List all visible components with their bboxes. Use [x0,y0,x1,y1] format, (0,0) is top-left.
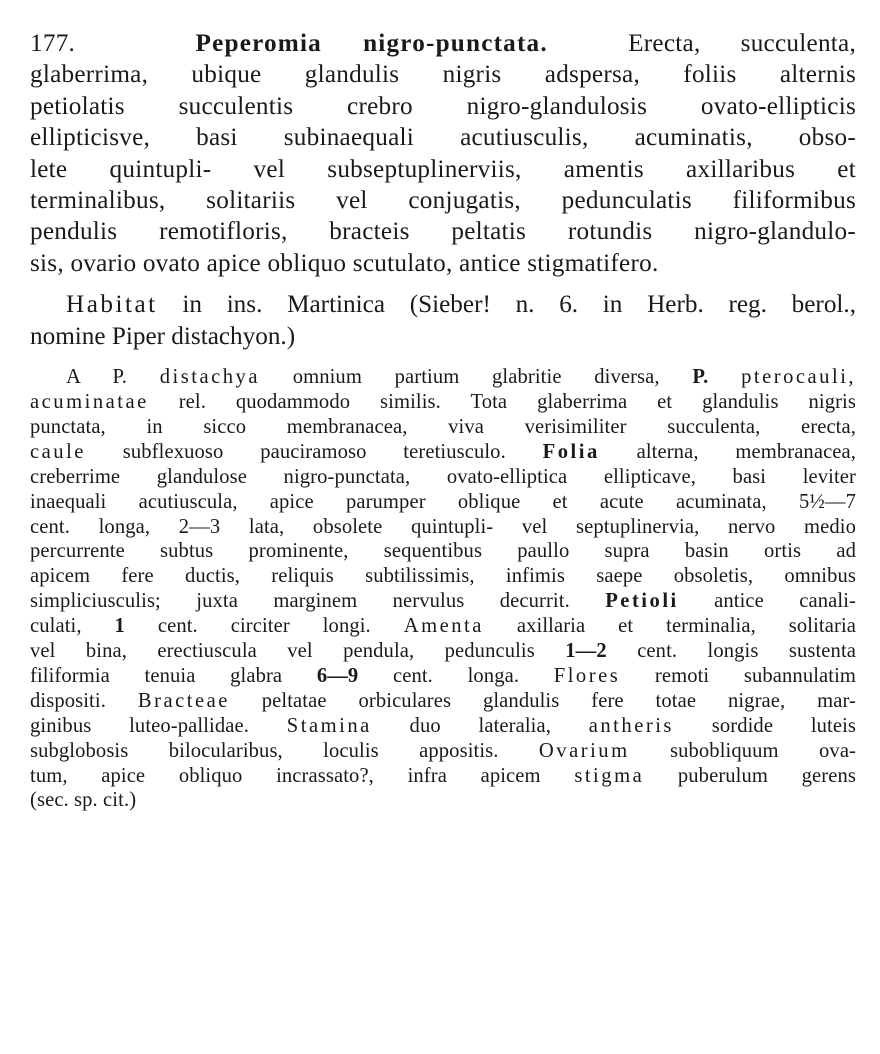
description-line: acuminatae rel. quodammodo similis. Tota glaberrima et glandulis nigris [30,390,856,413]
description-line: percurrente subtus prominente, sequentibus paullo supra basin ortis ad [30,540,856,563]
diagnosis-line: ellipticisve, basi subinaequali acutiusculis, acuminatis, obso- [30,124,856,152]
diagnosis-line: terminalibus, solitariis vel conjugatis, pedunculatis filiformibus [30,187,856,215]
description-line: creberrime glandulose nigro-punctata, ovato-elliptica ellipticave, basi leviter [30,465,856,488]
habitat-line: nomine Piper distachyon.) [30,322,296,350]
description-line: ginibus luteo-pallidae. Stamina duo lateralia, antheris sordide luteis [30,714,856,737]
diagnosis-line: sis, ovario ovato apice obliquo scutulato, antice stigmatifero. [30,249,659,277]
entry-number: 177. [30,30,76,57]
description-line: apicem fere ductis, reliquis subtilissimis, infimis saepe obsoletis, omnibus [30,565,856,588]
description-line: caule subflexuoso pauciramoso teretiusculo. Folia alterna, membranacea, [30,440,856,463]
description-line: A P. distachya omnium partium glabritie diversa, P. pterocauli, [66,366,856,389]
diagnosis-line: pendulis remotifloris, bracteis peltatis rotundis nigro-glandulo- [30,218,856,246]
diagnosis-line: 177. Peperomia nigro-punctata. Erecta, succulenta, [30,30,856,57]
diagnosis-line: glaberrima, ubique glandulis nigris adspersa, foliis alternis [30,61,856,89]
habitat-line: Habitat in ins. Martinica (Sieber! n. 6. in Herb. reg. berol., [66,291,856,319]
description-line: tum, apice obliquo incrassato?, infra apicem stigma puberulum gerens [30,764,856,787]
habitat-label: Habitat [66,291,158,319]
description-line: cent. longa, 2—3 lata, obsolete quintupli- vel septuplinervia, nervo medio [30,515,856,538]
description-line: vel bina, erectiuscula vel pendula, pedunculis 1—2 cent. longis sustenta [30,640,856,663]
description-line: filiformia tenuia glabra 6—9 cent. longa. Flores remoti subannulatim [30,664,856,687]
habitat-paragraph [30,289,856,352]
description-line: punctata, in sicco membranacea, viva verisimiliter succulenta, erecta, [30,415,856,438]
diagnosis-paragraph [30,28,856,279]
description-line: (sec. sp. cit.) [30,789,137,812]
description-line: culati, 1 cent. circiter longi. Amenta axillaria et terminalia, solitaria [30,615,856,638]
description-paragraph [30,365,856,813]
description-line: subglobosis bilocularibus, loculis appositis. Ovarium subobliquum ova- [30,739,856,762]
diagnosis-line: lete quintupli- vel subseptuplinerviis, amentis axillaribus et [30,155,856,183]
description-line: simpliciusculis; juxta marginem nervulus decurrit. Petioli antice canali- [30,590,856,613]
species-title: Peperomia nigro-punctata. [195,30,548,57]
description-line: dispositi. Bracteae peltatae orbiculares glandulis fere totae nigrae, mar- [30,689,856,712]
diagnosis-line: petiolatis succulentis crebro nigro-glandulosis ovato-ellipticis [30,92,856,120]
description-line: inaequali acutiuscula, apice parumper oblique et acute acuminata, 5½—7 [30,490,856,513]
